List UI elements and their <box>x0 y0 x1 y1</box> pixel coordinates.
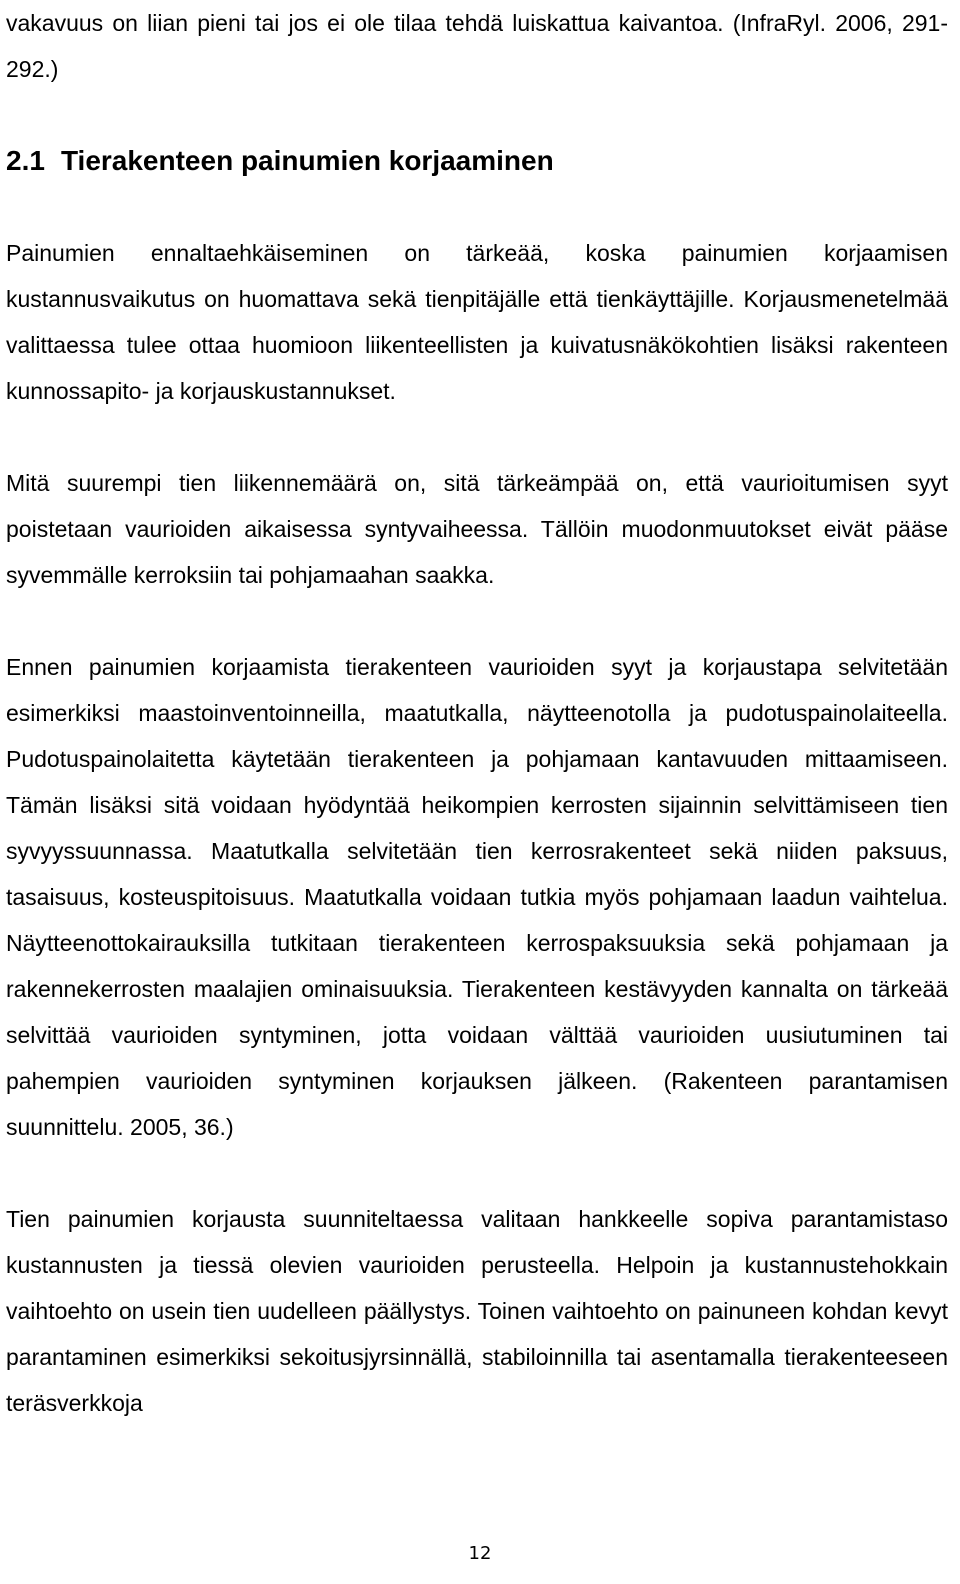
section-title: Tierakenteen painumien korjaaminen <box>60 145 554 176</box>
body-paragraph-2: Mitä suurempi tien liikennemäärä on, sitä tärkeämpää on, että vaurioitumisen syyt poistetaan vaurioiden aikaisessa syntyvaiheessa. Tällöin muodonmuutokset eivät pääse syvemmälle kerroksiin tai pohjamaahan saakka. <box>6 470 948 588</box>
spacer <box>6 1150 948 1196</box>
document-page <box>6 0 948 1426</box>
page-number: 12 <box>468 1543 492 1564</box>
section-number: 2.1 <box>6 145 45 176</box>
body-paragraph-3: Ennen painumien korjaamista tierakenteen vaurioiden syyt ja korjaustapa selvitetään esimerkiksi maastoinventoinneilla, maatutkalla, näytteenotolla ja pudotuspainolaiteella. Pudotuspainolaitetta käytetään tierakenteen ja pohjamaan kantavuuden mittaamiseen. Tämän lisäksi sitä voidaan hyödyntää heikompien kerrosten sijainnin selvittämiseen tien syvyyssuunnassa. Maatutkalla selvitetään tien kerrosrakenteet sekä niiden paksuus, tasaisuus, kosteuspitoisuus. Maatutkalla voidaan tutkia myös pohjamaan laadun vaihtelua. Näytteenottokairauksilla tutkitaan tierakenteen kerrospaksuuksia sekä pohjamaan ja rakennekerrosten maalajien ominaisuuksia. Tierakenteen kestävyyden kannalta on tärkeää selvittää vaurioiden syntyminen, jotta voidaan välttää vaurioiden uusiutuminen tai pahempien vaurioiden syntyminen korjauksen jälkeen. (Rakenteen parantamisen suunnittelu. 2005, 36.) <box>6 654 948 1140</box>
section-heading <box>6 138 948 184</box>
spacer <box>6 92 948 138</box>
intro-paragraph: vakavuus on liian pieni tai jos ei ole tilaa tehdä luiskattua kaivantoa. (InfraRyl. 2006, 291- 292.) <box>6 10 948 82</box>
spacer <box>6 598 948 644</box>
body-paragraph-4: Tien painumien korjausta suunniteltaessa valitaan hankkeelle sopiva parantamistaso kustannusten ja tiessä olevien vaurioiden perusteella. Helpoin ja kustannustehokkain vaihtoehto on usein tien uudelleen päällystys. Toinen vaihtoehto on painuneen kohdan kevyt parantaminen esimerkiksi sekoitusjyrsinnällä, stabiloinnilla tai asentamalla tierakenteeseen teräsverkkoja <box>6 1206 948 1416</box>
body-paragraph-1: Painumien ennaltaehkäiseminen on tärkeää, koska painumien korjaamisen kustannusvaikutus on huomattava sekä tienpitäjälle että tienkäyttäjille. Korjausmenetelmää valittaessa tulee ottaa huomioon liikenteellisten ja kuivatusnäkökohtien lisäksi rakenteen kunnossapito- ja korjauskustannukset. <box>6 240 948 404</box>
spacer <box>6 414 948 460</box>
spacer <box>6 184 948 230</box>
